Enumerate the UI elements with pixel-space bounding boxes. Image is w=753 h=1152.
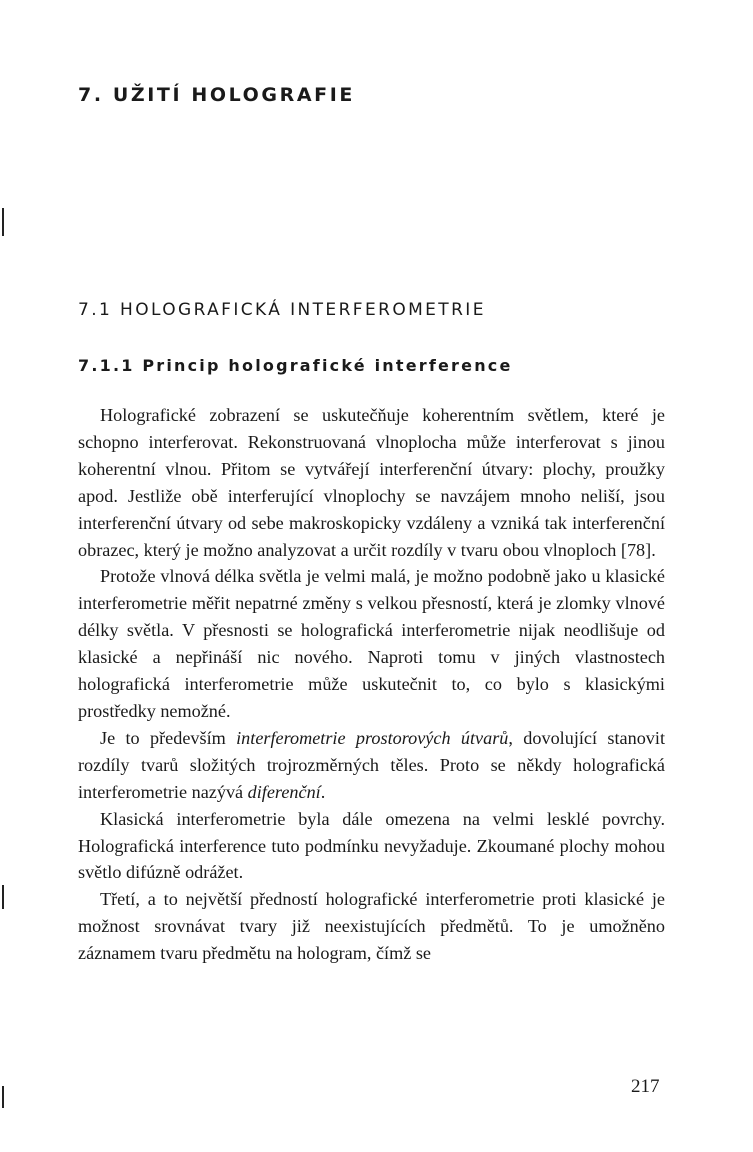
paragraph-2: Protože vlnová délka světla je velmi malá, je možno podobně jako u klasické interferometrie měřit nepatrné změny s velkou přesností, která je zlomky vlnové délky světla. V přesnosti se holografická interferometrie nijak neodlišuje od klasické a nepřináší nic nového. Naproti tomu v jiných vlastnostech holografická interferometrie může uskutečnit to, co bylo s klasickými prostředky nemožné. [78, 566, 665, 721]
section-title: 7.1 HOLOGRAFICKÁ INTERFEROMETRIE [78, 300, 486, 320]
paragraph-5: Třetí, a to největší předností holografické interferometrie proti klasické je možnost srovnávat tvary již neexistujících předmětů. To je umožněno záznamem tvaru předmětu na hologram, čímž se [78, 889, 665, 964]
body-text [78, 402, 665, 967]
page-number: 217 [631, 1076, 660, 1097]
paragraph-3 [78, 725, 665, 806]
emphasis-spatial-interferometry: interferometrie prostorových útvarů [236, 727, 509, 748]
paragraph-3-middle: , dovolující stanovit rozdíly tvarů složitých trojrozměrných těles. Proto se někdy holografická interferometrie nazývá [78, 727, 665, 802]
paragraph-3-end: . [320, 781, 326, 802]
paragraph-1: Holografické zobrazení se uskutečňuje koherentním světlem, které je schopno interferovat. Rekonstruovaná vlnoplocha může interferovat s jinou koherentní vlnou. Přitom se vytvářejí interferenční útvary: plochy, proužky apod. Jestliže obě interferující vlnoplochy se navzájem mnoho neliší, jsou interferenční útvary od sebe makroskopicky vzdáleny a vzniká tak interferenční obrazec, který je možno analyzovat a určit rozdíly v tvaru obou vlnoploch [78]. [78, 405, 665, 560]
subsection-title: 7.1.1 Princip holografické interference [78, 356, 513, 375]
chapter-title: 7. UŽITÍ HOLOGRAFIE [78, 84, 355, 106]
scan-mark-left-middle [2, 885, 4, 909]
emphasis-differential: diferenční [247, 781, 321, 802]
scan-mark-left-top [2, 208, 4, 236]
paragraph-3-start: Je to především [100, 727, 237, 748]
paragraph-4: Klasická interferometrie byla dále omezena na velmi lesklé povrchy. Holografická interference tuto podmínku nevyžaduje. Zkoumané plochy mohou světlo difúzně odrážet. [78, 808, 665, 883]
scan-mark-left-bottom [2, 1086, 4, 1108]
